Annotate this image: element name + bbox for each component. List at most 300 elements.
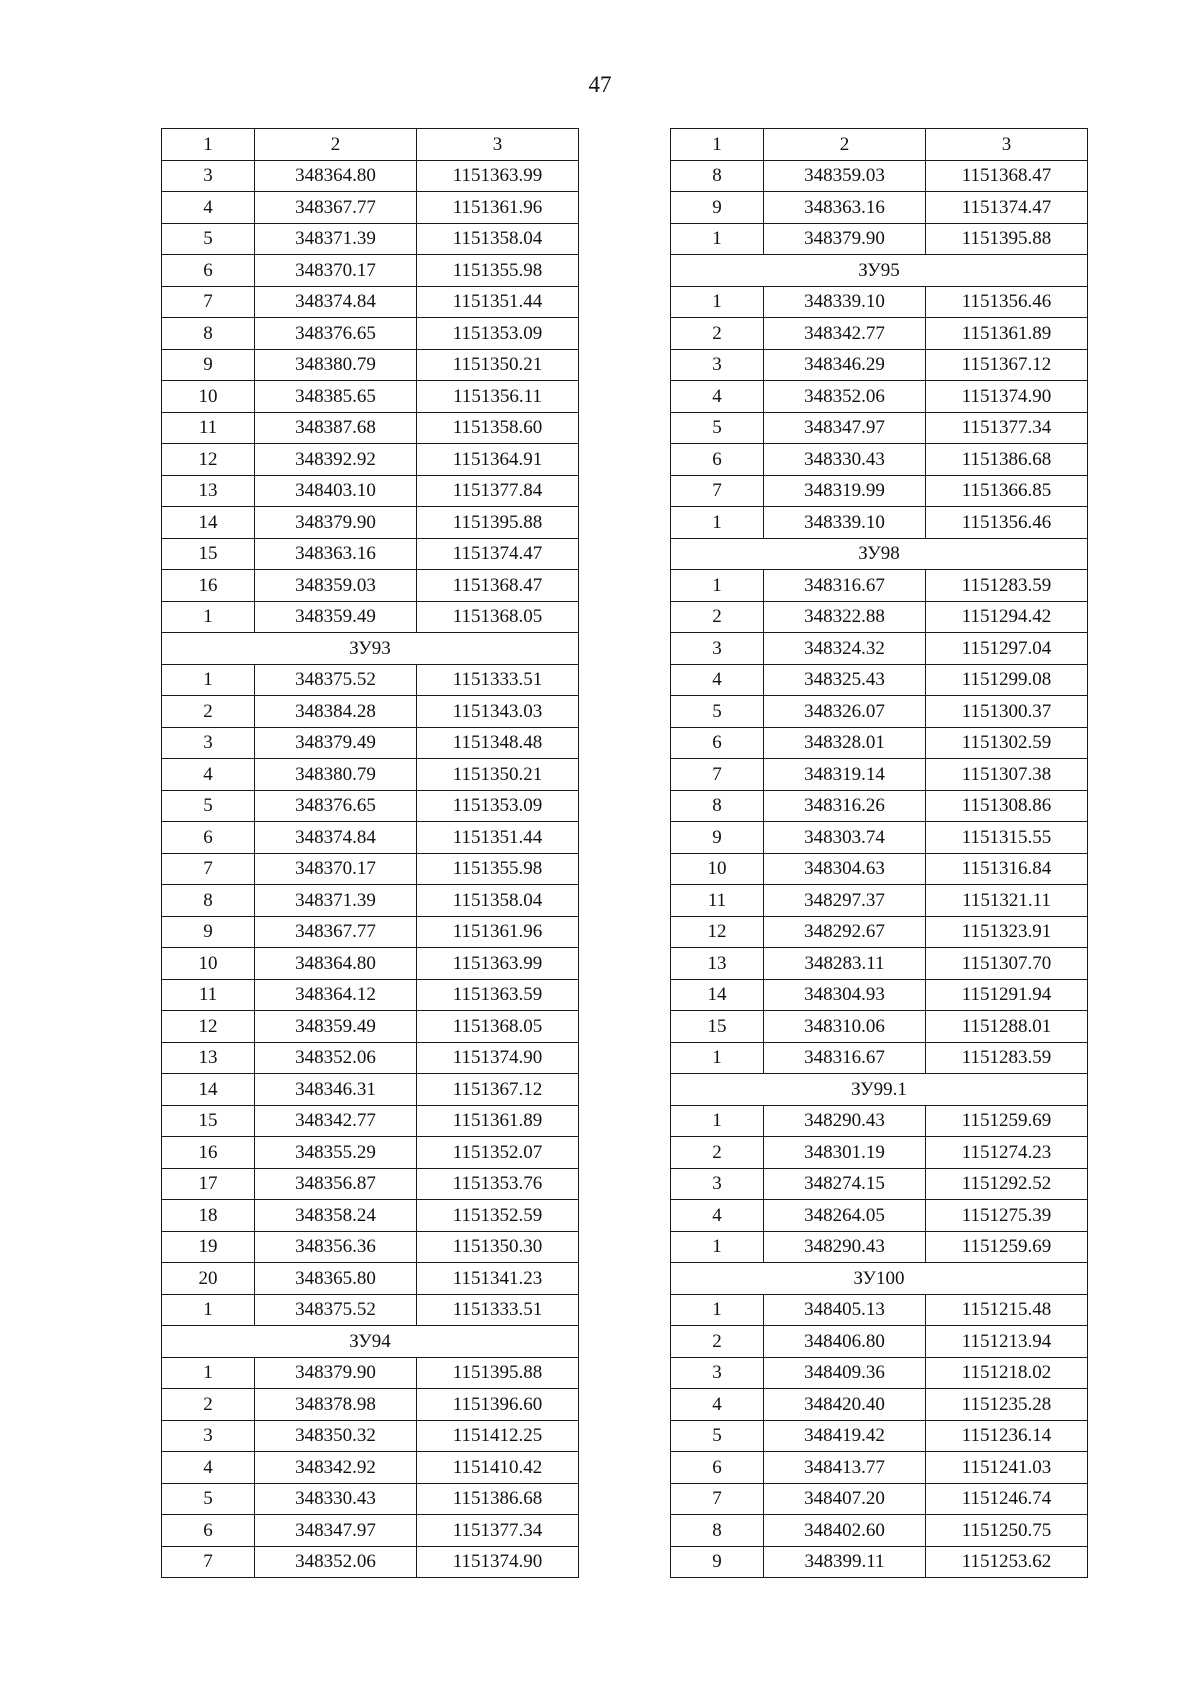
x-coordinate-cell: 348283.11	[764, 948, 926, 980]
y-coordinate-cell: 1151350.21	[417, 349, 579, 381]
y-coordinate-cell: 1151368.47	[417, 570, 579, 602]
y-coordinate-cell: 1151236.14	[926, 1420, 1088, 1452]
y-coordinate-cell: 1151288.01	[926, 1011, 1088, 1043]
y-coordinate-cell: 1151352.59	[417, 1200, 579, 1232]
x-coordinate-cell: 348342.92	[255, 1452, 417, 1484]
y-coordinate-cell: 1151374.90	[417, 1042, 579, 1074]
x-coordinate-cell: 348392.92	[255, 444, 417, 476]
y-coordinate-cell: 1151363.59	[417, 979, 579, 1011]
table-row	[162, 1515, 579, 1547]
point-number-cell: 14	[162, 1074, 255, 1106]
point-number-cell: 14	[162, 507, 255, 539]
table-row	[671, 318, 1088, 350]
x-coordinate-cell: 348325.43	[764, 664, 926, 696]
point-number-cell: 13	[162, 475, 255, 507]
y-coordinate-cell: 1151374.47	[417, 538, 579, 570]
table-row	[671, 1042, 1088, 1074]
table-row	[671, 916, 1088, 948]
x-coordinate-cell: 348380.79	[255, 759, 417, 791]
y-coordinate-cell: 1151361.89	[417, 1105, 579, 1137]
x-coordinate-cell: 348297.37	[764, 885, 926, 917]
x-coordinate-cell: 348358.24	[255, 1200, 417, 1232]
section-title: ЗУ100	[671, 1263, 1088, 1295]
x-coordinate-cell: 348370.17	[255, 853, 417, 885]
x-coordinate-cell: 348356.36	[255, 1231, 417, 1263]
point-number-cell: 4	[671, 1389, 764, 1421]
table-row	[671, 633, 1088, 665]
point-number-cell: 2	[671, 1326, 764, 1358]
y-coordinate-cell: 1151348.48	[417, 727, 579, 759]
table-row	[671, 1546, 1088, 1578]
x-coordinate-cell: 348319.14	[764, 759, 926, 791]
x-coordinate-cell: 348339.10	[764, 507, 926, 539]
point-number-cell: 11	[671, 885, 764, 917]
table-row	[671, 822, 1088, 854]
table-row	[162, 318, 579, 350]
y-coordinate-cell: 1151377.84	[417, 475, 579, 507]
point-number-cell: 12	[671, 916, 764, 948]
table-row	[671, 286, 1088, 318]
table-row	[671, 759, 1088, 791]
point-number-cell: 7	[162, 1546, 255, 1578]
table-row	[671, 412, 1088, 444]
x-coordinate-cell: 348376.65	[255, 318, 417, 350]
point-number-cell: 20	[162, 1263, 255, 1295]
x-coordinate-cell: 348330.43	[764, 444, 926, 476]
point-number-cell: 9	[671, 192, 764, 224]
table-row	[162, 727, 579, 759]
y-coordinate-cell: 1151412.25	[417, 1420, 579, 1452]
point-number-cell: 3	[162, 160, 255, 192]
y-coordinate-cell: 1151410.42	[417, 1452, 579, 1484]
table-row	[671, 1137, 1088, 1169]
point-number-cell: 16	[162, 570, 255, 602]
y-coordinate-cell: 1151358.04	[417, 885, 579, 917]
point-number-cell: 7	[671, 759, 764, 791]
y-coordinate-cell: 1151353.09	[417, 318, 579, 350]
point-number-cell: 11	[162, 412, 255, 444]
x-coordinate-cell: 348319.99	[764, 475, 926, 507]
point-number-cell: 6	[162, 1515, 255, 1547]
x-coordinate-cell: 348292.67	[764, 916, 926, 948]
point-number-cell: 5	[671, 412, 764, 444]
table-row	[162, 1168, 579, 1200]
point-number-cell: 1	[671, 223, 764, 255]
x-coordinate-cell: 348375.52	[255, 664, 417, 696]
x-coordinate-cell: 348352.06	[764, 381, 926, 413]
header-row	[162, 129, 579, 161]
point-number-cell: 10	[162, 381, 255, 413]
x-coordinate-cell: 348356.87	[255, 1168, 417, 1200]
y-coordinate-cell: 1151316.84	[926, 853, 1088, 885]
x-coordinate-cell: 348371.39	[255, 223, 417, 255]
table-row	[671, 160, 1088, 192]
table-row	[162, 160, 579, 192]
x-coordinate-cell: 348359.03	[255, 570, 417, 602]
y-coordinate-cell: 1151259.69	[926, 1231, 1088, 1263]
y-coordinate-cell: 1151368.05	[417, 601, 579, 633]
x-coordinate-cell: 348304.63	[764, 853, 926, 885]
x-coordinate-cell: 348367.77	[255, 192, 417, 224]
table-row	[162, 1294, 579, 1326]
table-row	[671, 1200, 1088, 1232]
y-coordinate-cell: 1151333.51	[417, 1294, 579, 1326]
point-number-cell: 5	[162, 790, 255, 822]
table-row	[162, 538, 579, 570]
y-coordinate-cell: 1151361.96	[417, 916, 579, 948]
section-row	[671, 1263, 1088, 1295]
table-row	[162, 1546, 579, 1578]
table-row	[671, 790, 1088, 822]
point-number-cell: 7	[671, 1483, 764, 1515]
y-coordinate-cell: 1151350.21	[417, 759, 579, 791]
y-coordinate-cell: 1151253.62	[926, 1546, 1088, 1578]
table-row	[671, 570, 1088, 602]
table-row	[162, 570, 579, 602]
y-coordinate-cell: 1151213.94	[926, 1326, 1088, 1358]
section-row	[671, 538, 1088, 570]
x-coordinate-cell: 348419.42	[764, 1420, 926, 1452]
x-coordinate-cell: 348375.52	[255, 1294, 417, 1326]
point-number-cell: 14	[671, 979, 764, 1011]
table-row	[162, 790, 579, 822]
x-coordinate-cell: 348290.43	[764, 1105, 926, 1137]
y-coordinate-cell: 1151377.34	[926, 412, 1088, 444]
point-number-cell: 1	[671, 507, 764, 539]
y-coordinate-cell: 1151356.46	[926, 286, 1088, 318]
y-coordinate-cell: 1151374.90	[926, 381, 1088, 413]
x-coordinate-cell: 348352.06	[255, 1042, 417, 1074]
y-coordinate-cell: 1151364.91	[417, 444, 579, 476]
table-row	[671, 381, 1088, 413]
x-coordinate-cell: 348387.68	[255, 412, 417, 444]
y-coordinate-cell: 1151368.05	[417, 1011, 579, 1043]
x-coordinate-cell: 348367.77	[255, 916, 417, 948]
table-row	[162, 1357, 579, 1389]
point-number-cell: 6	[671, 444, 764, 476]
table-row	[162, 853, 579, 885]
x-coordinate-cell: 348304.93	[764, 979, 926, 1011]
column-header: 3	[417, 129, 579, 161]
y-coordinate-cell: 1151367.12	[926, 349, 1088, 381]
x-coordinate-cell: 348379.90	[255, 507, 417, 539]
point-number-cell: 2	[162, 1389, 255, 1421]
column-header: 1	[671, 129, 764, 161]
x-coordinate-cell: 348384.28	[255, 696, 417, 728]
column-header: 3	[926, 129, 1088, 161]
table-row	[671, 979, 1088, 1011]
x-coordinate-cell: 348379.90	[255, 1357, 417, 1389]
point-number-cell: 19	[162, 1231, 255, 1263]
table-row	[162, 916, 579, 948]
table-row	[162, 255, 579, 287]
y-coordinate-cell: 1151299.08	[926, 664, 1088, 696]
point-number-cell: 4	[162, 759, 255, 791]
point-number-cell: 7	[671, 475, 764, 507]
table-row	[162, 1200, 579, 1232]
table-row	[162, 759, 579, 791]
x-coordinate-cell: 348359.49	[255, 1011, 417, 1043]
x-coordinate-cell: 348379.49	[255, 727, 417, 759]
y-coordinate-cell: 1151294.42	[926, 601, 1088, 633]
table-row	[671, 1294, 1088, 1326]
x-coordinate-cell: 348371.39	[255, 885, 417, 917]
section-title: ЗУ99.1	[671, 1074, 1088, 1106]
table-row	[671, 885, 1088, 917]
table-row	[162, 979, 579, 1011]
y-coordinate-cell: 1151333.51	[417, 664, 579, 696]
table-row	[671, 1011, 1088, 1043]
point-number-cell: 16	[162, 1137, 255, 1169]
table-row	[162, 664, 579, 696]
table-row	[671, 1105, 1088, 1137]
x-coordinate-cell: 348420.40	[764, 1389, 926, 1421]
table-row	[671, 1483, 1088, 1515]
section-row	[162, 1326, 579, 1358]
point-number-cell: 1	[162, 1294, 255, 1326]
x-coordinate-cell: 348403.10	[255, 475, 417, 507]
section-row	[671, 1074, 1088, 1106]
table-row	[162, 885, 579, 917]
point-number-cell: 11	[162, 979, 255, 1011]
x-coordinate-cell: 348364.80	[255, 948, 417, 980]
table-row	[671, 1357, 1088, 1389]
y-coordinate-cell: 1151374.47	[926, 192, 1088, 224]
point-number-cell: 15	[671, 1011, 764, 1043]
table-row	[162, 223, 579, 255]
y-coordinate-cell: 1151235.28	[926, 1389, 1088, 1421]
y-coordinate-cell: 1151368.47	[926, 160, 1088, 192]
point-number-cell: 1	[671, 1042, 764, 1074]
column-header: 1	[162, 129, 255, 161]
point-number-cell: 7	[162, 853, 255, 885]
x-coordinate-cell: 348290.43	[764, 1231, 926, 1263]
x-coordinate-cell: 348326.07	[764, 696, 926, 728]
table-row	[162, 412, 579, 444]
y-coordinate-cell: 1151302.59	[926, 727, 1088, 759]
x-coordinate-cell: 348301.19	[764, 1137, 926, 1169]
table-row	[162, 696, 579, 728]
table-body	[671, 129, 1088, 1578]
x-coordinate-cell: 348355.29	[255, 1137, 417, 1169]
x-coordinate-cell: 348364.80	[255, 160, 417, 192]
table-row	[162, 1231, 579, 1263]
section-title: ЗУ95	[671, 255, 1088, 287]
table-body	[162, 129, 579, 1578]
y-coordinate-cell: 1151396.60	[417, 1389, 579, 1421]
point-number-cell: 18	[162, 1200, 255, 1232]
x-coordinate-cell: 348385.65	[255, 381, 417, 413]
table-row	[671, 727, 1088, 759]
y-coordinate-cell: 1151283.59	[926, 570, 1088, 602]
y-coordinate-cell: 1151386.68	[417, 1483, 579, 1515]
y-coordinate-cell: 1151358.60	[417, 412, 579, 444]
x-coordinate-cell: 348407.20	[764, 1483, 926, 1515]
y-coordinate-cell: 1151215.48	[926, 1294, 1088, 1326]
table-row	[162, 822, 579, 854]
y-coordinate-cell: 1151386.68	[926, 444, 1088, 476]
coordinates-table-left	[161, 128, 579, 1578]
y-coordinate-cell: 1151361.89	[926, 318, 1088, 350]
x-coordinate-cell: 348378.98	[255, 1389, 417, 1421]
y-coordinate-cell: 1151361.96	[417, 192, 579, 224]
point-number-cell: 15	[162, 538, 255, 570]
x-coordinate-cell: 348322.88	[764, 601, 926, 633]
y-coordinate-cell: 1151291.94	[926, 979, 1088, 1011]
point-number-cell: 6	[671, 727, 764, 759]
y-coordinate-cell: 1151358.04	[417, 223, 579, 255]
table-row	[671, 853, 1088, 885]
point-number-cell: 8	[671, 1515, 764, 1547]
section-title: ЗУ98	[671, 538, 1088, 570]
point-number-cell: 10	[671, 853, 764, 885]
y-coordinate-cell: 1151250.75	[926, 1515, 1088, 1547]
x-coordinate-cell: 348402.60	[764, 1515, 926, 1547]
point-number-cell: 9	[671, 822, 764, 854]
x-coordinate-cell: 348346.29	[764, 349, 926, 381]
point-number-cell: 5	[162, 1483, 255, 1515]
x-coordinate-cell: 348399.11	[764, 1546, 926, 1578]
table-row	[671, 1515, 1088, 1547]
y-coordinate-cell: 1151353.76	[417, 1168, 579, 1200]
point-number-cell: 1	[671, 1231, 764, 1263]
point-number-cell: 5	[671, 1420, 764, 1452]
point-number-cell: 5	[162, 223, 255, 255]
x-coordinate-cell: 348406.80	[764, 1326, 926, 1358]
table-row	[671, 507, 1088, 539]
x-coordinate-cell: 348413.77	[764, 1452, 926, 1484]
column-header: 2	[255, 129, 417, 161]
table-row	[162, 507, 579, 539]
point-number-cell: 12	[162, 444, 255, 476]
x-coordinate-cell: 348370.17	[255, 255, 417, 287]
point-number-cell: 8	[162, 885, 255, 917]
table-row	[671, 948, 1088, 980]
point-number-cell: 12	[162, 1011, 255, 1043]
y-coordinate-cell: 1151307.38	[926, 759, 1088, 791]
point-number-cell: 4	[162, 1452, 255, 1484]
y-coordinate-cell: 1151374.90	[417, 1546, 579, 1578]
table-row	[162, 1042, 579, 1074]
y-coordinate-cell: 1151356.11	[417, 381, 579, 413]
y-coordinate-cell: 1151246.74	[926, 1483, 1088, 1515]
y-coordinate-cell: 1151341.23	[417, 1263, 579, 1295]
table-row	[162, 1137, 579, 1169]
table-row	[162, 381, 579, 413]
x-coordinate-cell: 348328.01	[764, 727, 926, 759]
table-row	[671, 1168, 1088, 1200]
x-coordinate-cell: 348324.32	[764, 633, 926, 665]
point-number-cell: 9	[671, 1546, 764, 1578]
point-number-cell: 2	[671, 318, 764, 350]
table-row	[162, 948, 579, 980]
point-number-cell: 2	[162, 696, 255, 728]
table-row	[671, 349, 1088, 381]
x-coordinate-cell: 348330.43	[255, 1483, 417, 1515]
x-coordinate-cell: 348359.03	[764, 160, 926, 192]
y-coordinate-cell: 1151274.23	[926, 1137, 1088, 1169]
point-number-cell: 1	[671, 1105, 764, 1137]
y-coordinate-cell: 1151355.98	[417, 853, 579, 885]
y-coordinate-cell: 1151218.02	[926, 1357, 1088, 1389]
table-row	[162, 1452, 579, 1484]
section-row	[162, 633, 579, 665]
table-row	[671, 1420, 1088, 1452]
y-coordinate-cell: 1151352.07	[417, 1137, 579, 1169]
y-coordinate-cell: 1151355.98	[417, 255, 579, 287]
x-coordinate-cell: 348339.10	[764, 286, 926, 318]
table-row	[671, 1231, 1088, 1263]
table-row	[671, 475, 1088, 507]
y-coordinate-cell: 1151351.44	[417, 822, 579, 854]
point-number-cell: 4	[671, 381, 764, 413]
y-coordinate-cell: 1151315.55	[926, 822, 1088, 854]
x-coordinate-cell: 348316.67	[764, 570, 926, 602]
table-row	[162, 1105, 579, 1137]
page-number: 47	[588, 72, 612, 97]
y-coordinate-cell: 1151307.70	[926, 948, 1088, 980]
y-coordinate-cell: 1151275.39	[926, 1200, 1088, 1232]
x-coordinate-cell: 348310.06	[764, 1011, 926, 1043]
point-number-cell: 4	[671, 664, 764, 696]
x-coordinate-cell: 348316.67	[764, 1042, 926, 1074]
point-number-cell: 3	[162, 1420, 255, 1452]
point-number-cell: 13	[162, 1042, 255, 1074]
point-number-cell: 5	[671, 696, 764, 728]
table-row	[162, 1420, 579, 1452]
x-coordinate-cell: 348347.97	[764, 412, 926, 444]
y-coordinate-cell: 1151366.85	[926, 475, 1088, 507]
x-coordinate-cell: 348342.77	[764, 318, 926, 350]
x-coordinate-cell: 348264.05	[764, 1200, 926, 1232]
point-number-cell: 8	[671, 790, 764, 822]
x-coordinate-cell: 348363.16	[255, 538, 417, 570]
point-number-cell: 10	[162, 948, 255, 980]
y-coordinate-cell: 1151241.03	[926, 1452, 1088, 1484]
coordinates-table-right	[670, 128, 1088, 1578]
table-row	[162, 1389, 579, 1421]
y-coordinate-cell: 1151367.12	[417, 1074, 579, 1106]
table-row	[671, 1452, 1088, 1484]
x-coordinate-cell: 348303.74	[764, 822, 926, 854]
point-number-cell: 8	[671, 160, 764, 192]
table-row	[671, 1389, 1088, 1421]
x-coordinate-cell: 348364.12	[255, 979, 417, 1011]
point-number-cell: 2	[671, 601, 764, 633]
point-number-cell: 1	[162, 1357, 255, 1389]
x-coordinate-cell: 348409.36	[764, 1357, 926, 1389]
x-coordinate-cell: 348347.97	[255, 1515, 417, 1547]
point-number-cell: 8	[162, 318, 255, 350]
point-number-cell: 15	[162, 1105, 255, 1137]
point-number-cell: 1	[671, 570, 764, 602]
x-coordinate-cell: 348274.15	[764, 1168, 926, 1200]
y-coordinate-cell: 1151283.59	[926, 1042, 1088, 1074]
table-row	[162, 286, 579, 318]
x-coordinate-cell: 348374.84	[255, 822, 417, 854]
x-coordinate-cell: 348376.65	[255, 790, 417, 822]
point-number-cell: 4	[671, 1200, 764, 1232]
point-number-cell: 17	[162, 1168, 255, 1200]
point-number-cell: 4	[162, 192, 255, 224]
point-number-cell: 3	[671, 1357, 764, 1389]
y-coordinate-cell: 1151321.11	[926, 885, 1088, 917]
point-number-cell: 1	[162, 664, 255, 696]
x-coordinate-cell: 348342.77	[255, 1105, 417, 1137]
section-title: ЗУ93	[162, 633, 579, 665]
x-coordinate-cell: 348380.79	[255, 349, 417, 381]
y-coordinate-cell: 1151363.99	[417, 160, 579, 192]
